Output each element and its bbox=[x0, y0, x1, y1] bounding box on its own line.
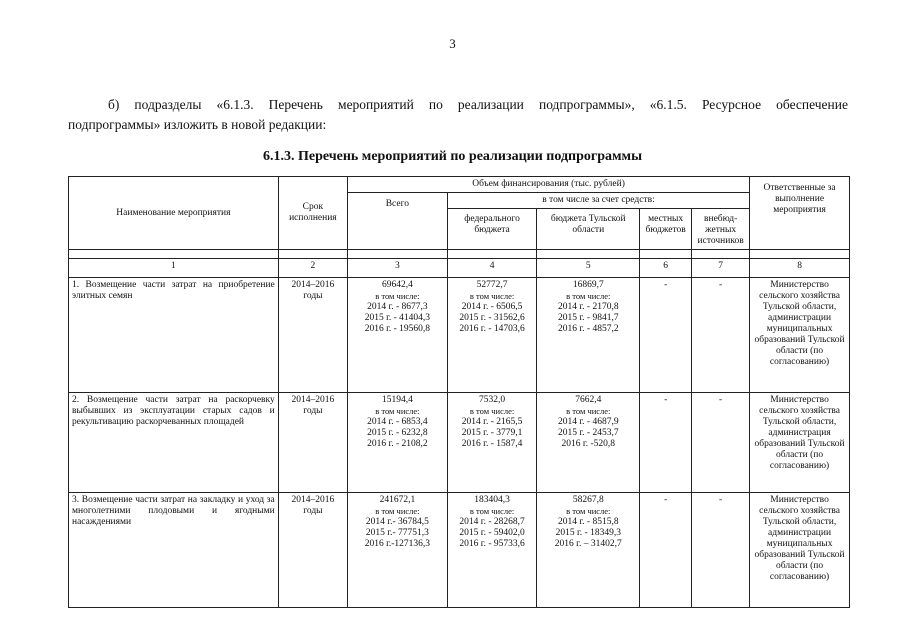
column-number: 1 bbox=[69, 259, 279, 278]
header-incl-sources: в том числе за счет средств: bbox=[447, 193, 749, 209]
amount-2016: 2016 г. - 2108,2 bbox=[367, 438, 428, 449]
amount-incl-label: в том числе: bbox=[375, 506, 420, 517]
amount-sum: 241672,1 bbox=[379, 495, 416, 506]
amount-sum: 7532,0 bbox=[479, 394, 506, 405]
amount-federal bbox=[447, 392, 537, 493]
amount-2015: 2015 г. - 2453,7 bbox=[557, 427, 619, 438]
page-number: 3 bbox=[449, 36, 456, 51]
event-name: 2. Возмещение части затрат на раскорчевку выбывших из эксплуатации старых садов и рекультивацию раскорчеванных площадей bbox=[69, 392, 279, 493]
responsible-party: Министерство сельского хозяйства Тульской области, администрации муниципальных образований Тульской области (по согласованию) bbox=[750, 278, 850, 393]
intro-paragraph bbox=[68, 95, 848, 135]
event-term: 2014–2016 годы bbox=[278, 278, 347, 393]
column-number: 3 bbox=[347, 259, 447, 278]
header-local: местных бюджетов bbox=[640, 209, 692, 250]
table-row bbox=[69, 278, 850, 393]
amount-extrabudget: - bbox=[692, 278, 750, 393]
header-total: Всего bbox=[347, 193, 447, 250]
amount-total bbox=[347, 392, 447, 493]
amount-federal bbox=[447, 493, 537, 608]
amount-2016: 2016 г.-127136,3 bbox=[364, 539, 431, 550]
amount-2014: 2014 г. - 28268,7 bbox=[459, 517, 525, 528]
amount-2015: 2015 г. - 59402,0 bbox=[459, 528, 525, 539]
responsible-party: Министерство сельского хозяйства Тульской области, администрация образований Тульской области (по согласованию) bbox=[750, 392, 850, 493]
amount-sum: 58267,8 bbox=[572, 495, 604, 506]
amount-incl-label: в том числе: bbox=[566, 506, 611, 517]
event-term: 2014–2016 годы bbox=[278, 392, 347, 493]
header-regional: бюджета Тульской области bbox=[537, 209, 640, 250]
amount-2014: 2014 г. - 6506,5 bbox=[461, 302, 523, 312]
amount-2016: 2016 г. - 95733,6 bbox=[459, 539, 525, 550]
amount-incl-label: в том числе: bbox=[375, 405, 420, 416]
amount-federal bbox=[447, 278, 537, 393]
amount-2015: 2015 г. - 6232,8 bbox=[367, 427, 428, 438]
intro-line-2: подпрограммы» изложить в новой редакции: bbox=[68, 117, 327, 132]
amount-2016: 2016 г. – 31402,7 bbox=[554, 539, 622, 550]
amount-2016: 2016 г. - 4857,2 bbox=[557, 324, 619, 334]
amount-incl-label: в том числе: bbox=[375, 291, 420, 301]
amount-incl-label: в том числе: bbox=[469, 506, 515, 517]
amount-2015: 2015 г. - 41404,3 bbox=[364, 313, 431, 323]
responsible-party: Министерство сельского хозяйства Тульской области, администрации муниципальных образований Тульской области (по согласованию) bbox=[750, 493, 850, 608]
amount-2014: 2014 г.- 36784,5 bbox=[365, 517, 429, 528]
amount-2016: 2016 г. -520,8 bbox=[561, 438, 616, 449]
amount-total bbox=[347, 278, 447, 393]
amount-sum: 52772,7 bbox=[476, 280, 508, 290]
table-row bbox=[69, 392, 850, 493]
amount-regional bbox=[537, 392, 640, 493]
amount-incl-label: в том числе: bbox=[566, 291, 611, 301]
amount-total bbox=[347, 493, 447, 608]
column-number: 2 bbox=[278, 259, 347, 278]
column-number: 8 bbox=[750, 259, 850, 278]
column-number: 4 bbox=[447, 259, 537, 278]
amount-2016: 2016 г. - 19560,8 bbox=[364, 324, 431, 334]
header-separator bbox=[69, 250, 850, 259]
amount-2014: 2014 г. - 2165,5 bbox=[461, 416, 523, 427]
header-responsible: Ответственные за выполнение мероприятия bbox=[750, 177, 850, 250]
amount-2014: 2014 г. - 2170,8 bbox=[557, 302, 619, 312]
amount-sum: 183404,3 bbox=[474, 495, 510, 506]
amount-local: - bbox=[640, 392, 692, 493]
column-number: 6 bbox=[640, 259, 692, 278]
amount-2015: 2015 г. - 31562,6 bbox=[459, 313, 525, 323]
header-financing: Объем финансирования (тыс. рублей) bbox=[347, 177, 749, 193]
header-term: Срок исполнения bbox=[278, 177, 347, 250]
column-number: 7 bbox=[692, 259, 750, 278]
header-extrabudget: внебюд-жетных источников bbox=[692, 209, 750, 250]
amount-extrabudget: - bbox=[692, 392, 750, 493]
amount-incl-label: в том числе: bbox=[566, 405, 611, 416]
amount-2015: 2015 г. - 9841,7 bbox=[557, 313, 619, 323]
amount-2016: 2016 г. - 14703,6 bbox=[459, 324, 525, 334]
amount-sum: 16869,7 bbox=[572, 280, 604, 290]
amount-2014: 2014 г. - 4687,9 bbox=[557, 416, 619, 427]
header-name: Наименование мероприятия bbox=[69, 177, 279, 250]
event-name: 3. Возмещение части затрат на закладку и уход за многолетними плодовыми и ягодными насаждениями bbox=[69, 493, 279, 608]
amount-2014: 2014 г. - 8515,8 bbox=[557, 517, 619, 528]
amount-2015: 2015 г. - 3779,1 bbox=[461, 427, 523, 438]
event-name: 1. Возмещение части затрат на приобретение элитных семян bbox=[69, 278, 279, 393]
column-numbers-row bbox=[69, 259, 850, 278]
amount-2016: 2016 г. - 1587,4 bbox=[461, 438, 523, 449]
table-row bbox=[69, 493, 850, 608]
amount-incl-label: в том числе: bbox=[469, 291, 515, 301]
amount-extrabudget: - bbox=[692, 493, 750, 608]
section-title: 6.1.3. Перечень мероприятий по реализации подпрограммы bbox=[262, 149, 643, 164]
column-number: 5 bbox=[537, 259, 640, 278]
amount-local: - bbox=[640, 493, 692, 608]
amount-2014: 2014 г. - 6853,4 bbox=[367, 416, 428, 427]
amount-sum: 15194,4 bbox=[381, 394, 413, 405]
header-federal: федерального бюджета bbox=[447, 209, 537, 250]
amount-2015: 2015 г.- 77751,3 bbox=[365, 528, 429, 539]
amount-regional bbox=[537, 278, 640, 393]
intro-line-1: б) подразделы «6.1.3. Перечень мероприятий по реализации подпрограммы», «6.1.5. Ресурсное обеспечение bbox=[108, 97, 848, 112]
amount-local: - bbox=[640, 278, 692, 393]
amount-sum: 69642,4 bbox=[381, 280, 413, 290]
amount-sum: 7662,4 bbox=[575, 394, 602, 405]
amount-2015: 2015 г. - 18349,3 bbox=[555, 528, 621, 539]
amount-incl-label: в том числе: bbox=[469, 405, 515, 416]
event-term: 2014–2016 годы bbox=[278, 493, 347, 608]
events-table bbox=[68, 176, 850, 608]
amount-2014: 2014 г. - 8677,3 bbox=[367, 302, 428, 312]
amount-regional bbox=[537, 493, 640, 608]
